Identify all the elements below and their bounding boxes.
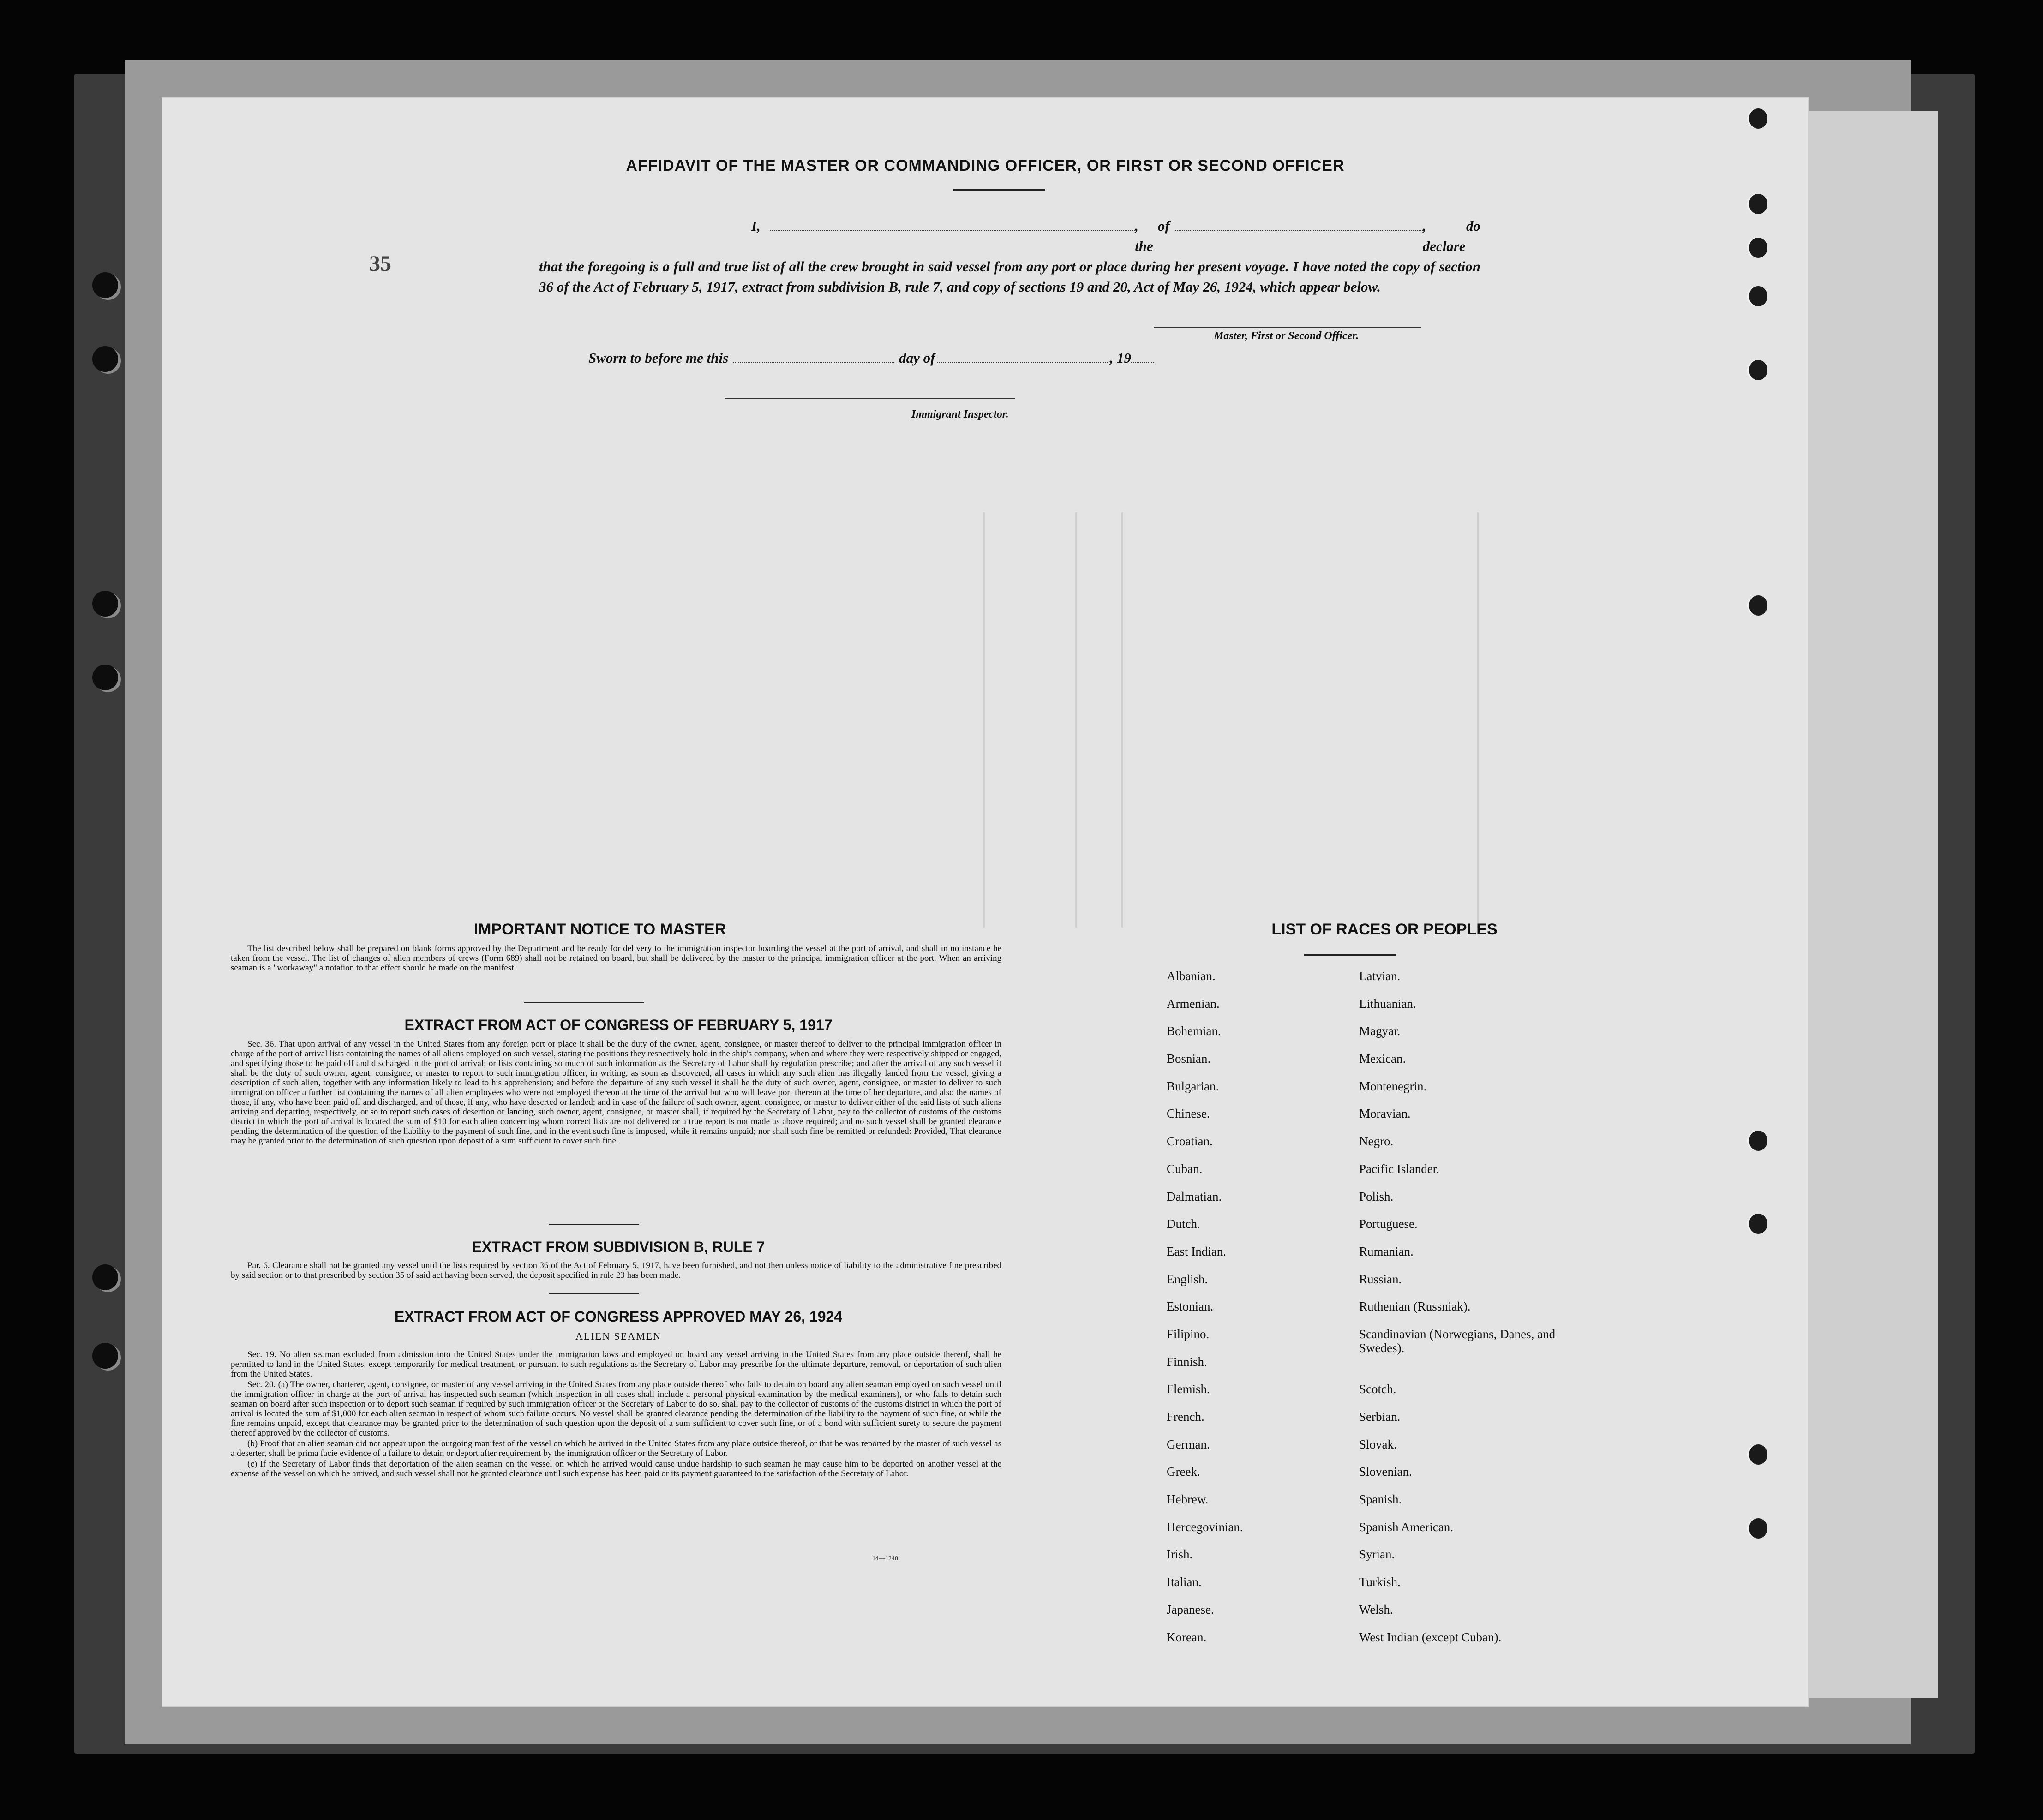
bleed-through-rule	[983, 512, 985, 928]
punch-hole-icon	[1749, 238, 1767, 258]
race-item: Chinese.	[1167, 1107, 1210, 1121]
race-item: Filipino.	[1167, 1327, 1210, 1341]
section-20a-paragraph: Sec. 20. (a) The owner, charterer, agent, consignee, or master of any vessel arriving in the United States from any place outside thereof who fails to detain on board any alien seaman employed on such vessel until the immigration officer in charge at the port of arrival has inspected such seaman (which inspection in all cases shall include a personal physical examination by the medical examiners), or who fails to detain such seaman on board after such inspection or to deport such seaman if required by such immigration officer or the Secretary of Labor to do so, shall pay to the collector of customs of the customs district in which the port of arrival is located the sum of $1,000 for each alien seaman in respect of whom such failure occurs. No vessel shall be granted clearance pending the determination of the liability to the payment of such fine, or while the fine remains unpaid, except that clearance may be granted prior to the determination of such question upon the deposit of a sum sufficient to cover such fine, or of a bond with sufficient surety to secure the payment thereof approved by the collector of customs.	[231, 1380, 1001, 1438]
affidavit-declare: , do declare	[1422, 218, 1480, 254]
sworn-day-field[interactable]	[733, 351, 894, 363]
section-20c-paragraph: (c) If the Secretary of Labor finds that deportation of the alien seaman on the vessel on which he arrived would cause undue hardship to such seaman he may cause him to be deported on another vessel at the expense of the vessel on which he arrived, and such vessel shall not be granted clearance until such expense has been paid or its payment guaranteed to the satisfaction of the Secretary of Labor.	[231, 1459, 1001, 1479]
race-item: Hebrew.	[1167, 1492, 1209, 1507]
notice-paragraph: The list described below shall be prepared on blank forms approved by the Department and be ready for delivery to the immigration inspector boarding the vessel at the port of arrival, and shall in no instance be taken from the vessel. The list of changes of alien members of crews (Form 689) shall not be retained on board, but shall be delivered by the master to the principal immigration officer at the port. When an arriving seaman is a "workaway" a notation to that effect should be made on the manifest.	[231, 944, 1001, 973]
page-number: 35	[369, 251, 391, 276]
manifest-page	[162, 97, 1809, 1707]
race-item: Welsh.	[1359, 1602, 1393, 1616]
inspector-label: Immigrant Inspector.	[911, 408, 1009, 420]
race-item: Greek.	[1167, 1465, 1200, 1479]
race-item: Dalmatian.	[1167, 1189, 1222, 1203]
race-item: Spanish.	[1359, 1492, 1402, 1507]
extract-1917-title: EXTRACT FROM ACT OF CONGRESS OF FEBRUARY 5, 1917	[404, 1017, 833, 1033]
races-title: LIST OF RACES OR PEOPLES	[1271, 921, 1498, 938]
punch-hole-icon	[1749, 1518, 1767, 1539]
race-item: Slovak.	[1359, 1437, 1397, 1451]
races-column-2	[1359, 969, 1576, 1658]
master-signature-label: Master, First or Second Officer.	[1214, 330, 1359, 342]
race-item: Serbian.	[1359, 1410, 1401, 1424]
race-item: Estonian.	[1167, 1299, 1214, 1314]
notice-text	[231, 944, 1001, 974]
race-item: Latvian.	[1359, 969, 1401, 983]
race-item: Rumanian.	[1359, 1244, 1414, 1258]
race-item: Croatian.	[1167, 1134, 1213, 1149]
race-item: Dutch.	[1167, 1217, 1200, 1231]
race-item: English.	[1167, 1272, 1208, 1286]
affidavit-of-the: , of the	[1135, 218, 1170, 254]
race-item: Irish.	[1167, 1547, 1193, 1562]
sworn-year-field[interactable]	[1131, 351, 1154, 363]
punch-hole-icon	[92, 665, 118, 690]
race-item: Lithuanian.	[1359, 996, 1416, 1011]
extract-1924-text	[231, 1350, 1001, 1479]
extract-1924-title: EXTRACT FROM ACT OF CONGRESS APPROVED MAY 26, 1924	[394, 1308, 843, 1325]
race-item: Finnish.	[1167, 1354, 1207, 1369]
race-item: Bulgarian.	[1167, 1079, 1219, 1093]
punch-hole-icon	[92, 1264, 118, 1290]
race-item: Ruthenian (Russniak).	[1359, 1299, 1471, 1314]
divider	[1304, 954, 1396, 956]
inspector-signature-line[interactable]	[725, 398, 1015, 399]
punch-hole-icon	[1749, 286, 1767, 306]
race-item: Bosnian.	[1167, 1052, 1211, 1066]
race-item: Montenegrin.	[1359, 1079, 1427, 1093]
race-item: Pacific Islander.	[1359, 1161, 1439, 1176]
race-item: Turkish.	[1359, 1575, 1401, 1589]
vessel-field[interactable]	[1175, 219, 1423, 231]
race-item: Polish.	[1359, 1189, 1394, 1203]
divider	[549, 1293, 639, 1294]
affidavit-line-1	[539, 216, 1480, 257]
section-36-paragraph: Sec. 36. That upon arrival of any vessel in the United States from any foreign port or place it shall be the duty of the owner, agent, consignee, or master thereof to deliver to the principal immigration officer in charge of the port of arrival lists containing the names of all aliens employed on such vessel, stating the positions they respectively hold in the ship's company, when and where they were respectively shipped or engaged, and specifying those to be paid off and discharged in the port of arrival; or lists containing so much of such information as the Secretary of Labor shall by regulation prescribe; and after the arrival of any such vessel it shall be the duty of such owner, agent, consignee, or master to report to such immigration officer, in writing, as soon as discovered, all cases in which any such alien has illegally landed from the vessel, giving a description of such alien, together with any information likely to lead to his apprehension; and before the departure of any such vessel it shall be the duty of such owner, agent, consignee, or master to deliver to such immigration officer a further list containing the names of all alien employees who were not employed thereon at the time of the arrival but who will leave port thereon at the time of her departure, and also the names of those, if any, who have been paid off and discharged, and of those, if any, who have deserted or landed; and in case of the failure of such owner, agent, consignee, or master to deliver either of the said lists of such aliens arriving and departing, respectively, or so to report such cases of desertion or landing, such owner, agent, consignee, or master shall, if required by the Secretary of Labor, pay to the collector of customs of the customs district in which the port of arrival is located the sum of $10 for each alien concerning whom correct lists are not delivered or a true report is not made as above required; and no such vessel shall be granted clearance pending the determination of the question of the liability to the payment of such fine, and in the event such fine is imposed, while it remains unpaid; nor shall such fine be remitted or refunded: Provided, That clearance may be granted prior to the determination of such question upon deposit of a sum sufficient to cover such fine.	[231, 1039, 1001, 1146]
race-item: Cuban.	[1167, 1161, 1203, 1176]
race-item: Scotch.	[1359, 1382, 1396, 1396]
form-number: 14—1240	[872, 1555, 898, 1562]
race-item: Scandinavian (Norwegians, Danes, and Swedes).	[1359, 1327, 1556, 1355]
race-item: Slovenian.	[1359, 1465, 1412, 1479]
bleed-through-rule	[1121, 512, 1123, 928]
sworn-month-field[interactable]	[937, 351, 1108, 363]
punch-hole-icon	[1749, 194, 1767, 214]
master-signature-line[interactable]	[1154, 327, 1421, 328]
race-item: Magyar.	[1359, 1024, 1401, 1038]
race-item: Syrian.	[1359, 1547, 1395, 1562]
punch-hole-icon	[1749, 1131, 1767, 1151]
race-item: Italian.	[1167, 1575, 1202, 1589]
notice-title: IMPORTANT NOTICE TO MASTER	[473, 921, 726, 938]
race-item: Portuguese.	[1359, 1217, 1418, 1231]
day-of-label: day of	[899, 350, 935, 366]
affidavit-i: I,	[751, 218, 761, 234]
race-item: West Indian (except Cuban).	[1359, 1630, 1502, 1644]
punch-hole-icon	[92, 346, 118, 372]
year-prefix: , 19	[1109, 350, 1131, 366]
sworn-line	[588, 350, 1154, 366]
punch-hole-icon	[92, 272, 118, 298]
race-item: Hercegovinian.	[1167, 1520, 1243, 1534]
punch-hole-icon	[1749, 1214, 1767, 1234]
race-item: Japanese.	[1167, 1602, 1214, 1616]
sworn-label: Sworn to before me this	[588, 350, 729, 366]
race-item: Flemish.	[1167, 1382, 1210, 1396]
punch-hole-icon	[1749, 360, 1767, 380]
punch-hole-icon	[1749, 108, 1767, 129]
race-item: Korean.	[1167, 1630, 1207, 1644]
punch-hole-icon	[92, 591, 118, 617]
race-item: Albanian.	[1167, 969, 1216, 983]
section-20b-paragraph: (b) Proof that an alien seaman did not appear upon the outgoing manifest of the vessel on which he arrived in the United States from any place outside thereof, or that he was reported by the master of such vessel as a deserter, shall be prima facie evidence of a failure to detain or deport after requirement by the immigration officer or the Secretary of Labor.	[231, 1439, 1001, 1458]
race-item: Bohemian.	[1167, 1024, 1221, 1038]
punch-hole-icon	[1749, 595, 1767, 616]
name-field[interactable]	[770, 219, 1135, 231]
affidavit-body: that the foregoing is a full and true list of all the crew brought in said vessel from any port or place during her present voyage. I have noted the copy of section 36 of the Act of February 5, 1917, extract from subdivision B, rule 7, and copy of sections 19 and 20, Act of May 26, 1924, which appear below.	[539, 258, 1480, 295]
affidavit-title: AFFIDAVIT OF THE MASTER OR COMMANDING OFFICER, OR FIRST OR SECOND OFFICER	[626, 157, 1345, 174]
extract-1917-text	[231, 1039, 1001, 1147]
affidavit-declaration	[539, 216, 1480, 297]
race-item: French.	[1167, 1410, 1204, 1424]
race-item: Armenian.	[1167, 996, 1220, 1011]
extract-rule7-text	[231, 1261, 1001, 1281]
race-item: German.	[1167, 1437, 1210, 1451]
race-item: Spanish American.	[1359, 1520, 1453, 1534]
race-item: Negro.	[1359, 1134, 1394, 1149]
race-item: East Indian.	[1167, 1244, 1226, 1258]
section-19-paragraph: Sec. 19. No alien seaman excluded from admission into the United States under the immigration laws and employed on board any vessel arriving in the United States from any place outside thereof, shall be permitted to land in the United States, except temporarily for medical treatment, or pursuant to such regulations as the Secretary of Labor may prescribe for the ultimate departure, removal, or deportation of such alien from the United States.	[231, 1350, 1001, 1379]
alien-seamen-subtitle: ALIEN SEAMEN	[575, 1330, 661, 1342]
divider	[524, 1002, 644, 1003]
divider	[953, 189, 1045, 191]
races-column-1	[1167, 969, 1347, 1658]
bleed-through-rule	[1477, 512, 1479, 928]
bleed-through-rule	[1075, 512, 1077, 928]
punch-hole-icon	[92, 1343, 118, 1369]
rule7-paragraph: Par. 6. Clearance shall not be granted any vessel until the lists required by section 36 of the Act of February 5, 1917, have been furnished, and not then unless notice of liability to the administrative fine prescribed by said section or to that prescribed by section 35 of said act having been served, the deposit specified in rule 23 has been made.	[231, 1261, 1001, 1280]
race-item: Moravian.	[1359, 1107, 1411, 1121]
punch-hole-icon	[1749, 1444, 1767, 1465]
race-item: Russian.	[1359, 1272, 1402, 1286]
extract-rule7-title: EXTRACT FROM SUBDIVISION B, RULE 7	[472, 1239, 765, 1255]
race-item: Mexican.	[1359, 1052, 1406, 1066]
divider	[549, 1224, 639, 1225]
